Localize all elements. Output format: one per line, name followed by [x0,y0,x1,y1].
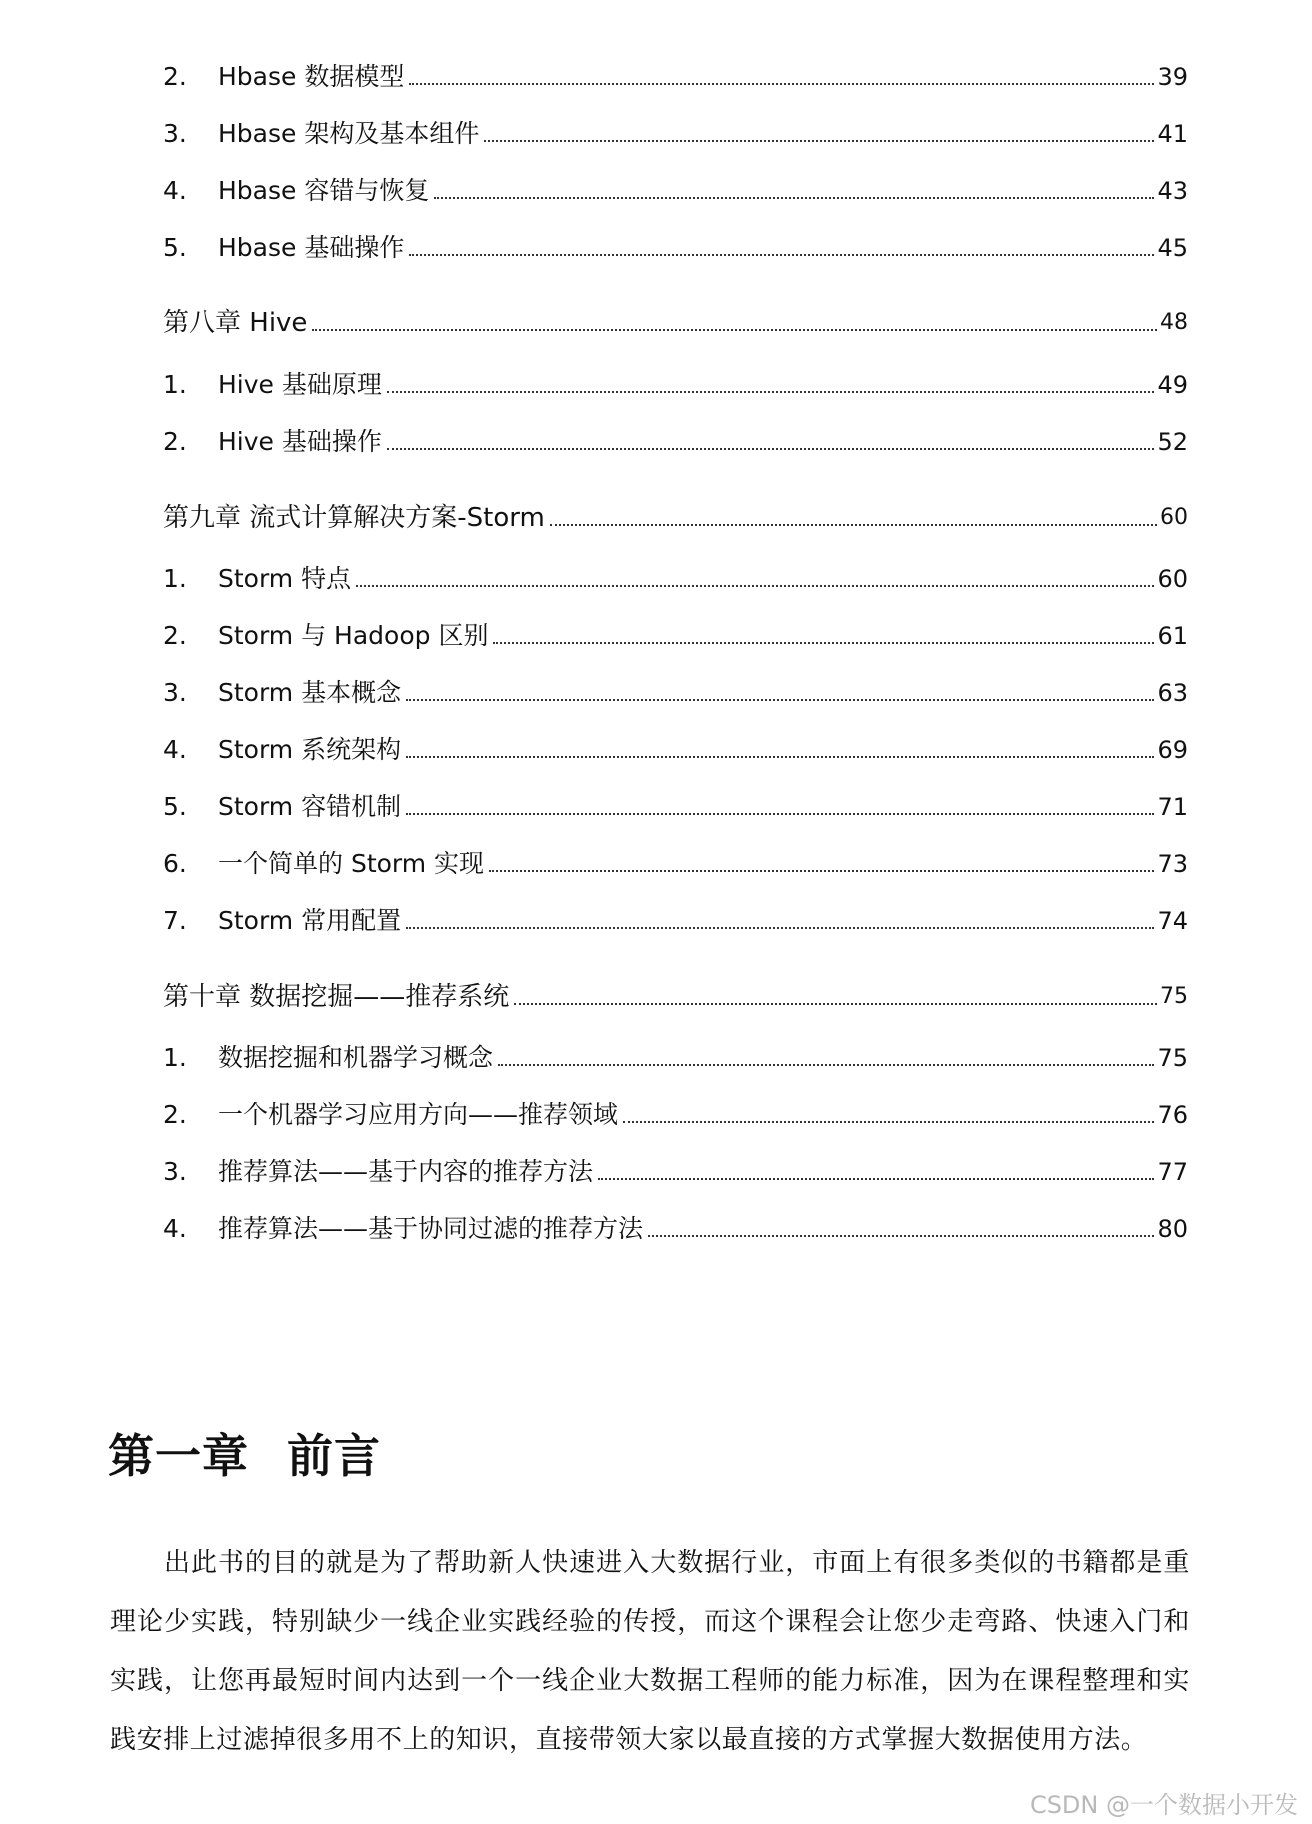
toc-entry-page: 71 [1157,793,1188,821]
dot-leader [489,869,1154,872]
toc-entry[interactable] [163,223,1188,263]
toc-entry-number: 5. [163,792,187,821]
toc-entry-page: 52 [1157,428,1188,456]
toc-entry[interactable] [163,1033,1188,1073]
toc-entry-page: 43 [1157,177,1188,205]
toc-entry-page: 60 [1157,565,1188,593]
toc-entry-number: 2. [163,427,187,456]
dot-leader [406,698,1154,701]
chapter-heading [108,1428,381,1484]
toc-entry[interactable] [163,896,1188,936]
dot-leader [356,584,1154,587]
toc-entry-number: 2. [163,1100,187,1129]
toc-entry-page: 77 [1157,1158,1188,1186]
toc-chapter-entry[interactable] [163,298,1188,338]
toc-entry[interactable] [163,109,1188,149]
toc-entry-page: 61 [1157,622,1188,650]
toc-entry-page: 73 [1157,850,1188,878]
toc-entry-number: 1. [163,1043,187,1072]
toc-entry-page: 76 [1157,1101,1188,1129]
toc-entry-number: 2. [163,621,187,650]
toc-entry[interactable] [163,725,1188,765]
toc-entry[interactable] [163,782,1188,822]
dot-leader [406,812,1154,815]
toc-entry-title: Hbase 架构及基本组件 [218,119,480,148]
dot-leader [493,641,1154,644]
toc-entry-title: 数据挖掘和机器学习概念 [218,1043,494,1072]
dot-leader [514,1002,1157,1005]
dot-leader [550,523,1157,526]
dot-leader [434,196,1154,199]
toc-entry-page: 49 [1157,371,1188,399]
toc-entry-number: 6. [163,849,187,878]
toc-entry-title: 一个简单的 Storm 实现 [218,849,485,878]
toc-entry[interactable] [163,839,1188,879]
dot-leader [648,1234,1154,1237]
toc-entry-title: 一个机器学习应用方向——推荐领域 [218,1100,619,1129]
toc-entry-page: 63 [1157,679,1188,707]
toc-entry-number: 1. [163,564,187,593]
toc-entry-title: 推荐算法——基于协同过滤的推荐方法 [218,1214,644,1243]
dot-leader [387,390,1155,393]
toc-entry-page: 48 [1160,310,1188,335]
toc-entry[interactable] [163,554,1188,594]
toc-entry-page: 75 [1160,984,1188,1009]
toc-entry-title: Storm 与 Hadoop 区别 [218,621,489,650]
toc-entry[interactable] [163,417,1188,457]
toc-entry-number: 4. [163,176,187,205]
toc-entry[interactable] [163,668,1188,708]
toc-entry-number: 7. [163,906,187,935]
toc-entry-page: 69 [1157,736,1188,764]
toc-entry-page: 45 [1157,234,1188,262]
toc-entry-number: 1. [163,370,187,399]
toc-entry-title: Storm 常用配置 [218,906,402,935]
toc-chapter-entry[interactable] [163,493,1188,533]
toc-entry-number: 4. [163,735,187,764]
watermark: CSDN @一个数据小开发 [1029,1791,1298,1819]
dot-leader [598,1177,1154,1180]
dot-leader [312,328,1157,331]
toc-entry[interactable] [163,1147,1188,1187]
toc-entry-title: Storm 特点 [218,564,352,593]
toc-entry[interactable] [163,166,1188,206]
toc-entry[interactable] [163,1090,1188,1130]
dot-leader [406,755,1154,758]
toc-chapter-title: 第八章 Hive [163,308,308,338]
toc-entry-title: Storm 系统架构 [218,735,402,764]
toc-entry-title: Storm 基本概念 [218,678,402,707]
toc-entry[interactable] [163,1204,1188,1244]
toc-chapter-entry[interactable] [163,972,1188,1012]
toc-entry-number: 3. [163,678,187,707]
dot-leader [623,1120,1154,1123]
toc-entry-title: 推荐算法——基于内容的推荐方法 [218,1157,594,1186]
dot-leader [498,1063,1154,1066]
toc-entry-title: Hive 基础操作 [218,427,382,456]
dot-leader [406,926,1154,929]
toc-chapter-title: 第十章 数据挖掘——推荐系统 [163,982,510,1012]
chapter-title: 前言 [287,1429,381,1483]
dot-leader [409,253,1154,256]
toc-entry[interactable] [163,360,1188,400]
toc-entry-number: 2. [163,62,187,91]
body-paragraph: 出此书的目的就是为了帮助新人快速进入大数据行业，市面上有很多类似的书籍都是重理论少实践，特别缺少一线企业实践经验的传授，而这个课程会让您少走弯路、快速入门和实践，让您再最短时间内达到一个一线企业大数据工程师的能力标准，因为在课程整理和实践安排上过滤掉很多用不上的知识，直接带领大家以最直接的方式掌握大数据使用方法。 [110,1548,1190,1755]
toc-entry-page: 60 [1160,505,1188,530]
toc-entry-number: 3. [163,1157,187,1186]
toc-entry-page: 39 [1157,63,1188,91]
chapter-label: 第一章 [108,1429,249,1483]
toc-entry-title: Hbase 容错与恢复 [218,176,430,205]
toc-entry-number: 3. [163,119,187,148]
toc-entry[interactable] [163,611,1188,651]
toc-entry[interactable] [163,52,1188,92]
toc-entry-title: Hbase 基础操作 [218,233,405,262]
toc-entry-page: 80 [1157,1215,1188,1243]
dot-leader [409,82,1154,85]
toc-entry-number: 5. [163,233,187,262]
toc-entry-title: Hive 基础原理 [218,370,382,399]
toc-entry-page: 41 [1157,120,1188,148]
toc-entry-title: Storm 容错机制 [218,792,402,821]
dot-leader [484,139,1154,142]
toc-chapter-title: 第九章 流式计算解决方案-Storm [163,503,545,533]
toc-entry-page: 75 [1157,1044,1188,1072]
toc-entry-number: 4. [163,1214,187,1243]
toc-entry-title: Hbase 数据模型 [218,62,405,91]
toc-entry-page: 74 [1157,907,1188,935]
dot-leader [387,447,1155,450]
